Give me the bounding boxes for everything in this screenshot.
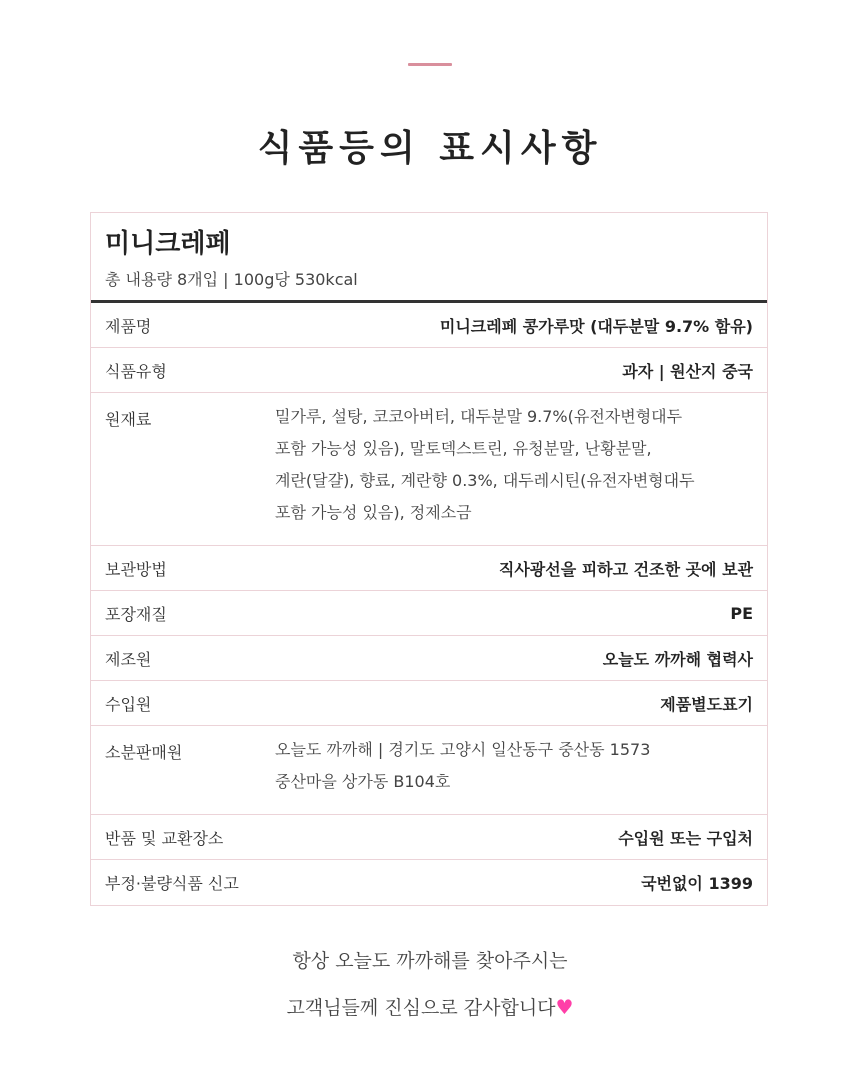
row-retailer <box>91 726 767 815</box>
row-label: 소분판매원 <box>105 743 183 762</box>
row-report <box>91 860 767 905</box>
retailer-line: 중산마을 상가동 B104호 <box>275 772 451 791</box>
product-name: 미니크레페 <box>105 229 231 259</box>
ingredients-line: 밀가루, 설탕, 코코아버터, 대두분말 9.7%(유전자변형대두 <box>275 407 683 426</box>
thank-you-message <box>0 938 860 1031</box>
row-label: 수입원 <box>105 694 152 714</box>
row-importer <box>91 681 767 726</box>
row-storage <box>91 546 767 591</box>
row-label: 식품유형 <box>105 361 167 381</box>
title-accent-line <box>408 63 452 66</box>
ingredients-line: 포함 가능성 있음), 말토덱스트린, 유청분말, 난황분말, <box>275 439 652 458</box>
row-value <box>275 401 695 545</box>
row-packaging <box>91 591 767 636</box>
row-value: 직사광선을 피하고 건조한 곳에 보관 <box>498 559 753 579</box>
pink-heart-icon: ♥ <box>555 995 574 1019</box>
footer-line-2-text: 고객님들께 진심으로 감사합니다 <box>286 997 556 1019</box>
row-manufacturer <box>91 636 767 681</box>
row-label: 부정·불량식품 신고 <box>105 874 239 893</box>
page-title: 식품등의 표시사항 <box>257 128 603 169</box>
footer-line-2 <box>0 984 860 1031</box>
row-label: 반품 및 교환장소 <box>105 828 224 848</box>
row-value: PE <box>730 603 753 623</box>
row-label: 원재료 <box>105 410 152 429</box>
row-value <box>275 734 650 814</box>
row-ingredients <box>91 393 767 546</box>
row-value: 과자 | 원산지 중국 <box>622 361 753 381</box>
row-value: 국번없이 1399 <box>641 874 753 893</box>
ingredients-line: 포함 가능성 있음), 정제소금 <box>275 503 472 522</box>
product-header <box>91 213 767 303</box>
row-label: 제조원 <box>105 649 152 669</box>
row-label: 보관방법 <box>105 559 167 579</box>
nutrition-label-panel <box>90 212 768 906</box>
footer-line-1: 항상 오늘도 까까해를 찾아주시는 <box>292 950 568 972</box>
row-food-type <box>91 348 767 393</box>
row-label: 제품명 <box>105 316 152 336</box>
row-value: 수입원 또는 구입처 <box>618 828 753 848</box>
product-summary: 총 내용량 8개입 | 100g당 530kcal <box>105 270 358 289</box>
ingredients-line: 계란(달걀), 향료, 계란향 0.3%, 대두레시틴(유전자변형대두 <box>275 471 695 490</box>
row-label: 포장재질 <box>105 604 167 624</box>
row-returns <box>91 815 767 860</box>
row-value: 오늘도 까까해 협력사 <box>602 649 753 669</box>
row-product-name <box>91 303 767 348</box>
retailer-line: 오늘도 까까해 | 경기도 고양시 일산동구 중산동 1573 <box>275 740 651 759</box>
row-value: 미니크레페 콩가루맛 (대두분말 9.7% 함유) <box>439 316 753 336</box>
row-value: 제품별도표기 <box>660 694 753 714</box>
